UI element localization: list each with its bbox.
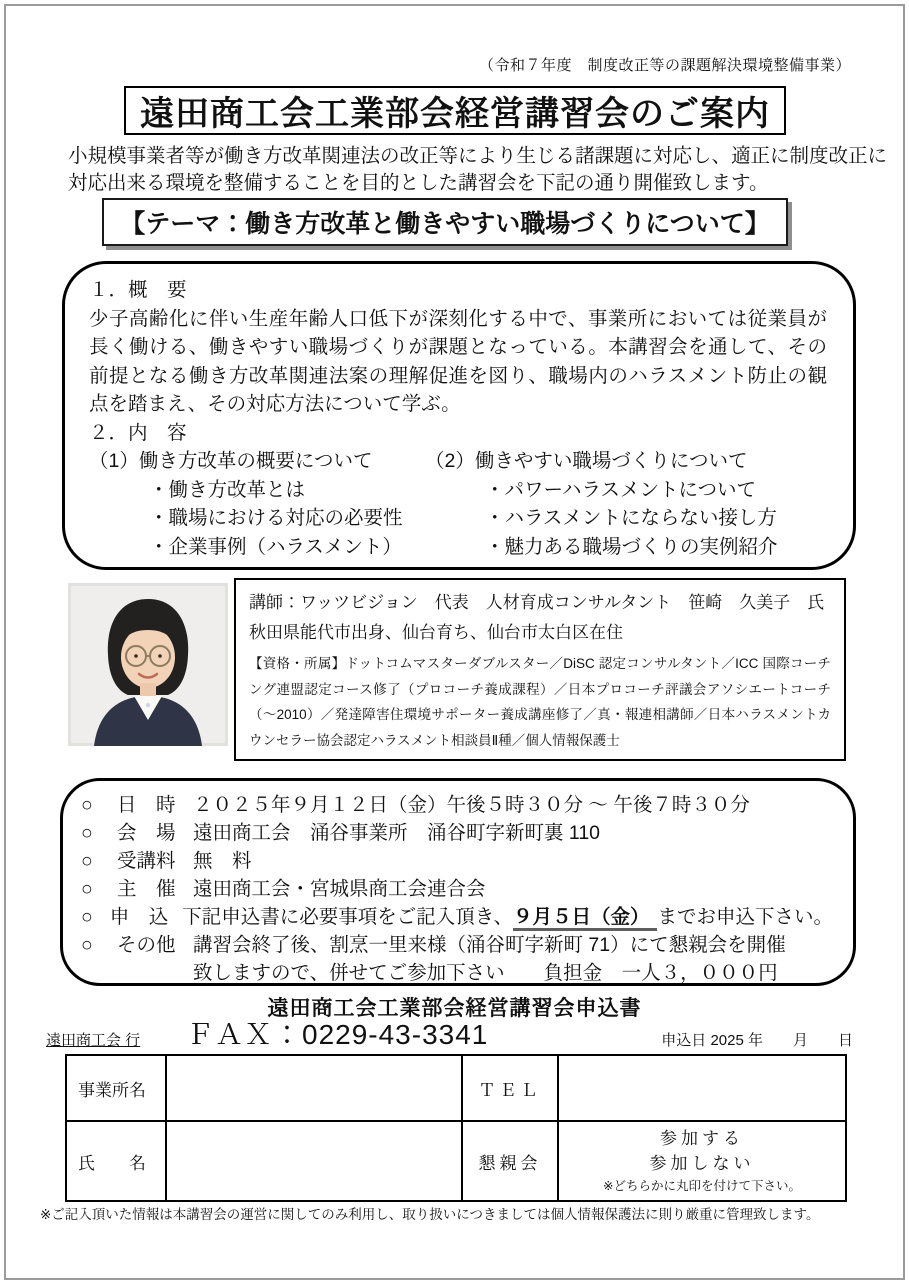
detail-value: 講習会終了後、割烹一里来様（涌谷町字新町 71）にて懇親会を開催: [193, 934, 786, 956]
page-title-text: 遠田商工会工業部会経営講習会のご案内: [140, 95, 770, 133]
detail-row-other-continued: 致しますので、併せてご参加下さい 負担金 一人３，０００円: [193, 962, 778, 984]
contents-col1-bullets: [89, 476, 425, 562]
detail-row-datetime: [81, 791, 833, 819]
tel-label: ＴＥＬ: [462, 1055, 558, 1121]
program-note: （令和７年度 制度改正等の課題解決環境整備事業）: [478, 57, 851, 74]
intro-line-1: 小規模事業者等が働き方改革関連法の改正等により生じる諸課題に対応し、適正に制度改正に: [68, 145, 888, 167]
lecturer-name-line: 講師：ワッツビジョン 代表 人材育成コンサルタント 笹崎 久美子 氏: [249, 593, 825, 612]
person-name-field[interactable]: [166, 1121, 462, 1201]
detail-label: 会 場: [117, 822, 176, 844]
circle-marker-icon: ○: [81, 878, 93, 900]
lecturer-portrait-illustration: [68, 583, 228, 746]
choice-attend[interactable]: 参加する: [660, 1129, 744, 1148]
application-deadline-date: ９月５日（金）: [513, 906, 658, 931]
fax-number: ＦＡＸ：0229-43-3341: [186, 1019, 489, 1050]
detail-row-fee: [81, 847, 833, 875]
circle-marker-icon: ○: [81, 822, 93, 844]
overview-contents-panel: [62, 261, 856, 570]
business-name-label: 事業所名: [66, 1055, 166, 1121]
intro-paragraph: [68, 143, 888, 197]
detail-row-venue: [81, 819, 833, 847]
contents-column-1: [89, 447, 425, 561]
intro-line-2: 対応出来る環境を整備することを目的とした講習会を下記の通り開催致します。: [68, 172, 769, 194]
application-deadline-suffix: までお申込下さい。: [657, 906, 833, 928]
bullet-item: ・魅力ある職場づくりの実例紹介: [485, 535, 778, 558]
detail-row-organizer: [81, 875, 833, 903]
tel-field[interactable]: [558, 1055, 846, 1121]
contents-col1-heading: （1）働き方改革の概要について: [89, 450, 373, 472]
overview-heading: １．概 要: [89, 279, 187, 301]
choice-not-attend[interactable]: 参加しない: [649, 1154, 755, 1173]
lecturer-info-panel: [234, 578, 846, 761]
detail-value: ２０２５年９月１２日（金）午後５時３０分 ～ 午後７時３０分: [193, 794, 750, 816]
lecturer-qualifications: 【資格・所属】ドットコムマスターダブルスター／DiSC 認定コンサルタント／ICC 国際コーチング連盟認定コース修了（プロコーチ養成課程）／日本プロコーチ評議会アソシエートコーチ（～2010）／発達障害住環境サポーター養成講座修了／真・報連相講師／日本ハラスメントカウンセラー協会認定ハラスメント相談員Ⅱ種／個人情報保護士: [249, 656, 831, 748]
bullet-item: ・職場における対応の必要性: [149, 507, 403, 529]
bullet-item: ・パワーハラスメントについて: [485, 478, 757, 501]
lecturer-origin-line: 秋田県能代市出身、仙台育ち、仙台市太白区在住: [249, 623, 623, 642]
application-form-table: [65, 1054, 847, 1202]
contents-col2-bullets: [425, 476, 827, 562]
detail-label: 受講料: [117, 850, 176, 872]
contents-column-2: [425, 447, 827, 561]
privacy-footnote: ※ご記入頂いた情報は本講習会の運営に関してのみ利用し、取り扱いにつきましては個人情報保護法に則り厳重に管理致します。: [40, 1207, 820, 1222]
detail-label: 主 催: [117, 878, 176, 900]
bullet-item: ・ハラスメントにならない接し方: [485, 507, 777, 529]
choice-note: ※どちらかに丸印を付けて下さい。: [603, 1179, 801, 1193]
bullet-item: ・企業事例（ハラスメント）: [149, 535, 402, 558]
table-row-business: [66, 1055, 846, 1121]
social-gathering-label: 懇親会: [462, 1121, 558, 1201]
theme-banner: [102, 198, 788, 246]
contents-columns: [89, 447, 827, 561]
business-name-field[interactable]: [166, 1055, 462, 1121]
table-row-name: [66, 1121, 846, 1201]
detail-row-application: [81, 903, 833, 931]
circle-marker-icon: ○: [81, 794, 93, 816]
detail-value: 遠田商工会 涌谷事業所 涌谷町字新町裏 110: [193, 822, 601, 844]
contents-heading: ２．内 容: [89, 421, 187, 444]
detail-row-other: [81, 931, 833, 959]
detail-value: 無 料: [193, 850, 252, 872]
person-name-label: 氏 名: [66, 1121, 166, 1201]
social-gathering-choice-cell: [558, 1121, 846, 1201]
page-title: [124, 86, 786, 135]
fax-addressee: 遠田商工会 行: [46, 1032, 141, 1049]
application-date-line: 申込日 2025 年 月 日: [661, 1032, 853, 1049]
circle-marker-icon: ○: [81, 906, 93, 928]
bullet-item: ・働き方改革とは: [149, 478, 306, 501]
overview-body: 少子高齢化に伴い生産年齢人口低下が深刻化する中で、事業所においては従業員が長く働ける、働きやすい職場づくりが課題となっている。本講習会を通して、その前提となる働き方改革関連法案の理解促進を図り、職場内のハラスメント防止の観点を踏まえ、その対応方法について学ぶ。: [89, 307, 827, 415]
application-form-heading: 遠田商工会工業部会経営講習会申込書: [267, 997, 642, 1020]
lecturer-photo: [68, 583, 228, 746]
application-deadline-prefix: 下記申込書に必要事項をご記入頂き、: [182, 906, 513, 928]
theme-text: 【テーマ：働き方改革と働きやすい職場づくりについて】: [120, 210, 770, 238]
circle-marker-icon: ○: [81, 934, 93, 956]
detail-label: その他: [117, 934, 176, 956]
circle-marker-icon: ○: [81, 850, 93, 872]
detail-value: [182, 903, 833, 931]
event-details-panel: [60, 778, 856, 986]
detail-label: 日 時: [117, 794, 176, 816]
detail-label: 申 込: [109, 906, 169, 928]
detail-value: 遠田商工会・宮城県商工会連合会: [193, 878, 486, 900]
contents-col2-heading: （2）働きやすい職場づくりについて: [425, 450, 748, 472]
